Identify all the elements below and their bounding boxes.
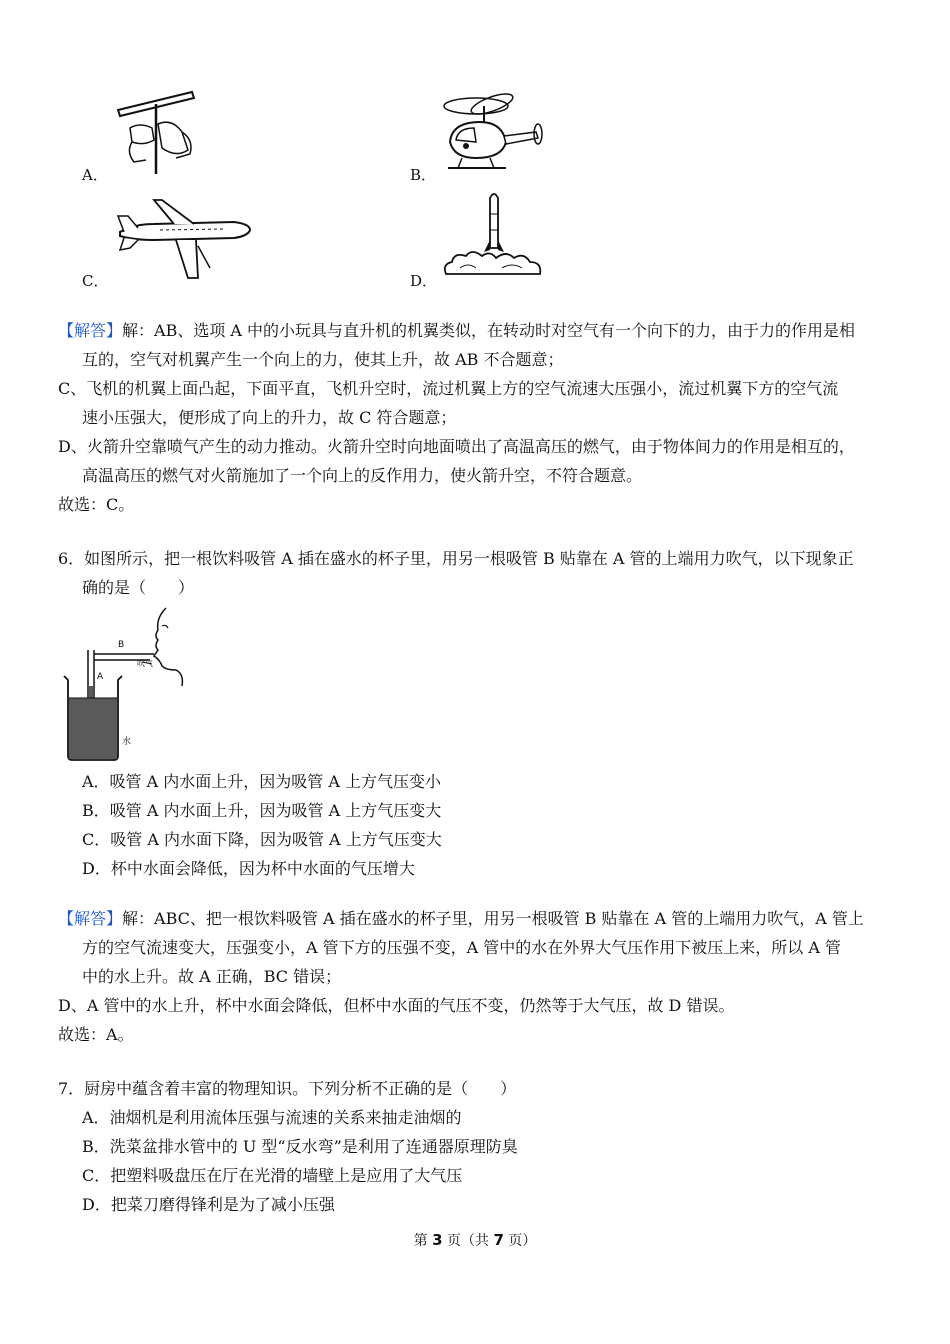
q5-figure-d-rocket [440, 192, 550, 282]
q5-option-c-label: C． [82, 272, 109, 290]
page-total: 7 [493, 1231, 504, 1249]
q5-answer-line-4: 速小压强大，便形成了向上的升力，故 C 符合题意； [82, 408, 457, 427]
q6-figure-label-blow: 吹气 [137, 659, 153, 668]
q5-figure-b-helicopter [440, 92, 550, 182]
q6-stem-line-1: 6．如图所示，把一根饮料吸管 A 插在盛水的杯子里，用另一根吸管 B 贴靠在 A 管的上端用力吹气，以下现象正 [58, 549, 854, 568]
q6-answer-text-1: 解：ABC、把一根饮料吸管 A 插在盛水的杯子里，用另一根吸管 B 贴靠在 A 管的上端用力吹气，A 管上 [122, 909, 864, 928]
answer-tag: 【解答】 [58, 909, 123, 928]
q5-figure-a-bamboo-copter [110, 88, 200, 178]
q5-answer-line-6: 高温高压的燃气对火箭施加了一个向上的反作用力，使火箭升空，不符合题意。 [82, 466, 643, 485]
q6-option-a: A．吸管 A 内水面上升，因为吸管 A 上方气压变小 [82, 772, 442, 791]
q6-figure-label-b: B [118, 640, 125, 650]
q5-option-b-label: B． [410, 166, 437, 184]
q6-answer-line-4: D、A 管中的水上升，杯中水面会降低，但杯中水面的气压不变，仍然等于大气压，故 D 错误。 [58, 996, 735, 1015]
footer-prefix: 第 [413, 1233, 433, 1249]
footer-middle: 页（共 [442, 1233, 494, 1249]
q6-option-d: D．杯中水面会降低，因为杯中水面的气压增大 [82, 859, 415, 878]
q6-option-c: C．吸管 A 内水面下降，因为吸管 A 上方气压变大 [82, 830, 442, 849]
q6-answer-conclusion: 故选：A。 [58, 1025, 134, 1044]
q7-option-d: D．把菜刀磨得锋利是为了减小压强 [82, 1195, 335, 1214]
q5-answer-text-1: 解：AB、选项 A 中的小玩具与直升机的机翼类似，在转动时对空气有一个向下的力，由于力的作用是相 [122, 321, 856, 340]
footer-suffix: 页） [503, 1233, 537, 1249]
q7-option-a: A．油烟机是利用流体压强与流速的关系来抽走油烟的 [82, 1108, 462, 1127]
q7-option-c: C．把塑料吸盘压在厅在光滑的墙壁上是应用了大气压 [82, 1166, 463, 1185]
q5-option-a-label: A． [82, 166, 108, 184]
q7-option-b: B．洗菜盆排水管中的 U 型“反水弯”是利用了连通器原理防臭 [82, 1137, 518, 1156]
q6-answer-line-2: 方的空气流速变大，压强变小，A 管下方的压强不变，A 管中的水在外界大气压作用下被压上来，所以 A 管 [82, 938, 842, 957]
answer-tag: 【解答】 [58, 321, 123, 340]
q6-figure-label-a: A [97, 672, 104, 682]
q5-answer-line-5: D、火箭升空靠喷气产生的动力推动。火箭升空时向地面喷出了高温高压的燃气，由于物体间力的作用是相互的， [58, 437, 855, 456]
q5-option-d-label: D． [410, 272, 438, 290]
q5-answer-line-2: 互的，空气对机翼产生一个向上的力，使其上升，故 AB 不合题意； [82, 350, 564, 369]
q6-answer-line-3: 中的水上升。故 A 正确，BC 错误； [82, 967, 342, 986]
q5-answer-conclusion: 故选：C。 [58, 495, 135, 514]
page-footer [0, 1230, 950, 1250]
q6-option-b: B．吸管 A 内水面上升，因为吸管 A 上方气压变大 [82, 801, 442, 820]
q7-stem: 7．厨房中蕴含着丰富的物理知识。下列分析不正确的是（ ） [58, 1079, 517, 1098]
q5-answer-line-3: C、飞机的机翼上面凸起，下面平直，飞机升空时，流过机翼上方的空气流速大压强小，流过机翼下方的空气流 [58, 379, 839, 398]
page-number: 3 [432, 1231, 443, 1249]
q6-figure-label-water: 水 [122, 737, 132, 747]
q6-stem-line-2: 确的是（ ） [82, 578, 195, 597]
q5-answer-line-1 [58, 320, 855, 342]
q6-answer-line-1 [58, 908, 864, 930]
q5-figure-c-airplane [114, 196, 254, 282]
